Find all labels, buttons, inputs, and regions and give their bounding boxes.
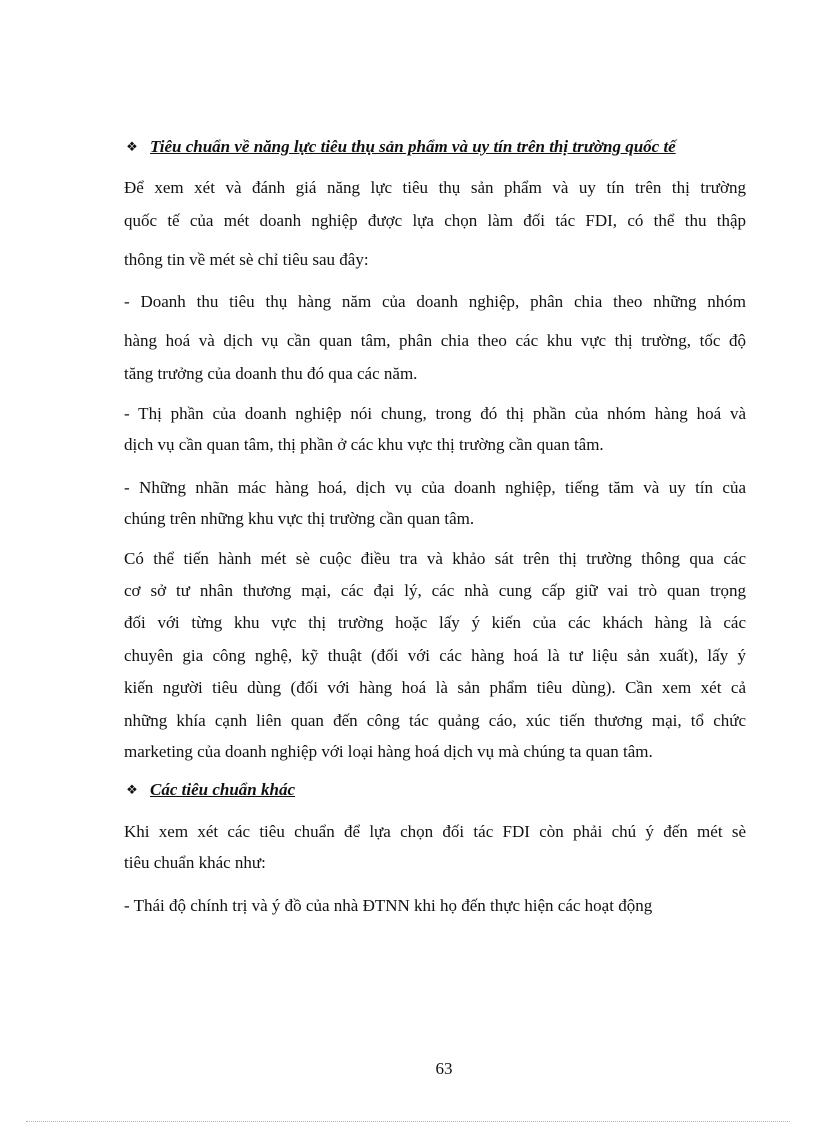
paragraph-line: Có thể tiến hành mét sè cuộc điều tra và khảo sát trên thị trường thông qua các bbox=[124, 549, 746, 568]
diamond-bullet-icon: ❖ bbox=[126, 782, 138, 797]
paragraph-line: - Thị phần của doanh nghiệp nói chung, trong đó thị phần của nhóm hàng hoá và bbox=[124, 404, 746, 423]
paragraph-line: những khía cạnh liên quan đến công tác quảng cáo, xúc tiến thương mại, tổ chức bbox=[124, 711, 746, 730]
paragraph-line: thông tin về mét sè chỉ tiêu sau đây: bbox=[124, 250, 369, 269]
paragraph-line: marketing của doanh nghiệp với loại hàng hoá dịch vụ mà chúng ta quan tâm. bbox=[124, 742, 653, 761]
paragraph-line: tiêu chuẩn khác như: bbox=[124, 853, 266, 872]
section-heading-text: Tiêu chuẩn về năng lực tiêu thụ sản phẩm và uy tín trên thị trường quốc tế bbox=[150, 137, 676, 156]
paragraph-line: đối với từng khu vực thị trường hoặc lấy ý kiến của các khách hàng là các bbox=[124, 613, 746, 632]
section-heading-text: Các tiêu chuẩn khác bbox=[150, 780, 295, 799]
section-heading bbox=[124, 780, 295, 800]
paragraph-line: - Thái độ chính trị và ý đồ của nhà ĐTNN khi họ đến thực hiện các hoạt động bbox=[124, 896, 653, 915]
paragraph-line: - Doanh thu tiêu thụ hàng năm của doanh nghiệp, phân chia theo những nhóm bbox=[124, 292, 746, 311]
paragraph-line: Để xem xét và đánh giá năng lực tiêu thụ sản phẩm và uy tín trên thị trường bbox=[124, 178, 746, 197]
page-number: 63 bbox=[435, 1059, 453, 1078]
paragraph-line: hàng hoá và dịch vụ cần quan tâm, phân chia theo các khu vực thị trường, tốc độ bbox=[124, 331, 746, 350]
paragraph-line: quốc tế của mét doanh nghiệp được lựa chọn làm đối tác FDI, có thể thu thập bbox=[124, 211, 746, 230]
paragraph-line: - Những nhãn mác hàng hoá, dịch vụ của doanh nghiệp, tiếng tăm và uy tín của bbox=[124, 478, 746, 497]
paragraph-line: kiến người tiêu dùng (đối với hàng hoá là sản phẩm tiêu dùng). Cần xem xét cả bbox=[124, 678, 746, 697]
bottom-dotted-rule bbox=[26, 1121, 790, 1122]
paragraph-line: chúng trên những khu vực thị trường cần quan tâm. bbox=[124, 509, 475, 528]
paragraph-line: tăng trưởng của doanh thu đó qua các năm. bbox=[124, 364, 418, 383]
section-heading bbox=[124, 137, 676, 157]
paragraph-line: dịch vụ cần quan tâm, thị phần ở các khu vực thị trường cần quan tâm. bbox=[124, 435, 604, 454]
diamond-bullet-icon: ❖ bbox=[126, 139, 138, 154]
paragraph-line: cơ sở tư nhân thương mại, các đại lý, các nhà cung cấp giữ vai trò quan trọng bbox=[124, 581, 746, 600]
paragraph-line: chuyên gia công nghệ, kỹ thuật (đối với các hàng hoá là tư liệu sản xuất), lấy ý bbox=[124, 646, 746, 665]
paragraph-line: Khi xem xét các tiêu chuẩn để lựa chọn đối tác FDI còn phải chú ý đến mét sè bbox=[124, 822, 746, 841]
